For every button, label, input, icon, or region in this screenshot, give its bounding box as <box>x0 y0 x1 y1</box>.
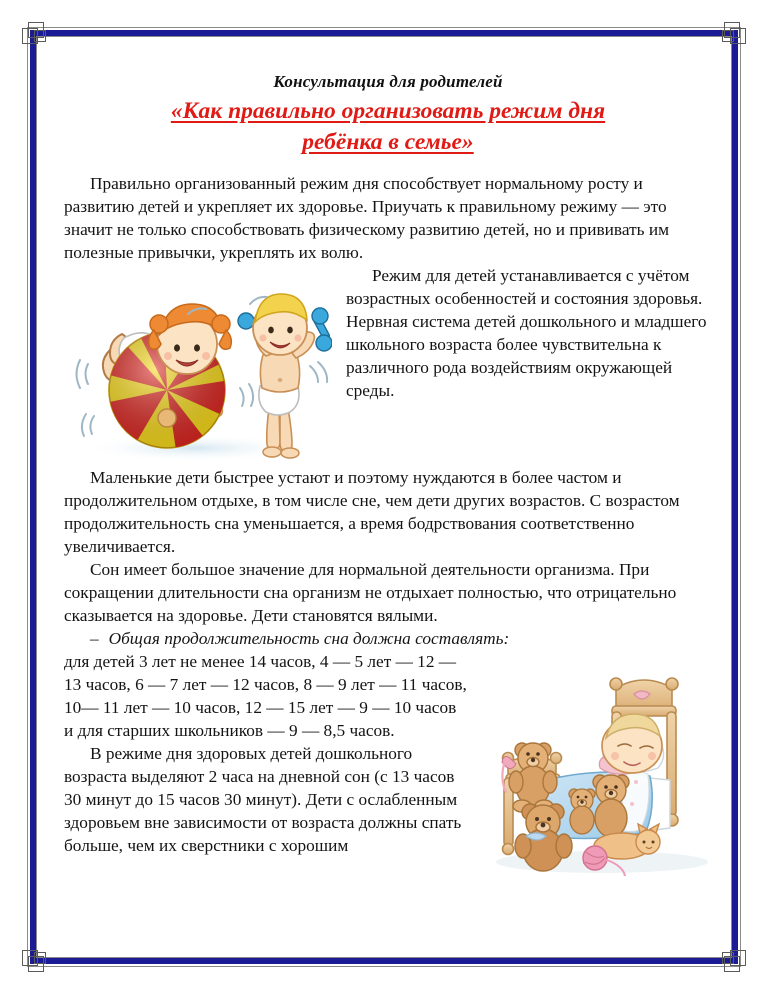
list-heading-text: Общая продолжительность сна должна составлять: <box>108 629 510 649</box>
paragraph-intro: Правильно организованный режим дня способствует нормальному росту и развитию детей и укрепляет их здоровье. Приучать к правильному режиму — это значит не только способствовать физическому развитию детей, но и прививать им полезные привычки, укреплять их волю. <box>64 174 670 263</box>
paragraph-sleep-durations: для детей 3 лет не менее 14 часов, 4 — 5 лет — 12 — 13 часов, 6 — 7 лет — 12 часов, 8 — 9 лет — 11 часов, 10— 11 лет — 10 часов, 12 — 15 лет — 9 — 10 часов и для старших школьников — 9 — 8,5 часов. <box>64 652 467 741</box>
paragraph-regimen: Режим для детей устанавливается с учётом возрастных особенностей и состояния здоровья. Нервная система детей дошкольного и младшего школьного возраста более чувствительна к различного рода воздействиям окружающей среды. <box>346 266 707 401</box>
page-title-line-2: ребёнка в семье» <box>302 129 474 156</box>
sleeping-child-illustration <box>482 654 712 876</box>
paragraph-rest: Маленькие дети быстрее устают и поэтому нуждаются в более частом и продолжительном отдыхе, в том числе сне, чем дети других возрастов. С возрастом продолжительность сна уменьшается, а время бодрствования соответственно увеличивается. <box>64 468 680 557</box>
page-title <box>64 96 712 158</box>
document-subtitle: Консультация для родителей <box>273 72 503 91</box>
page-title-line-1: «Как правильно организовать режим дня <box>170 98 606 124</box>
paragraph-sleep-importance: Сон имеет большое значение для нормальной деятельности организма. При сокращении длительности сна организм не отдыхает полностью, что отрицательно сказывается на здоровье. Дети становятся вялыми. <box>64 560 677 626</box>
document-content <box>64 72 712 932</box>
children-exercising-illustration <box>64 268 332 464</box>
list-dash: – <box>90 629 99 649</box>
list-heading <box>64 627 712 650</box>
paragraph-daytime-sleep: В режиме дня здоровых детей дошкольного возраста выделяют 2 часа на дневной сон (с 13 часов 30 минут до 15 часов 30 минут). Дети с ослабленным здоровьем вне зависимости от возраста должны спать больше, чем их сверстники с хорошим <box>64 744 462 856</box>
article-body <box>64 172 712 857</box>
